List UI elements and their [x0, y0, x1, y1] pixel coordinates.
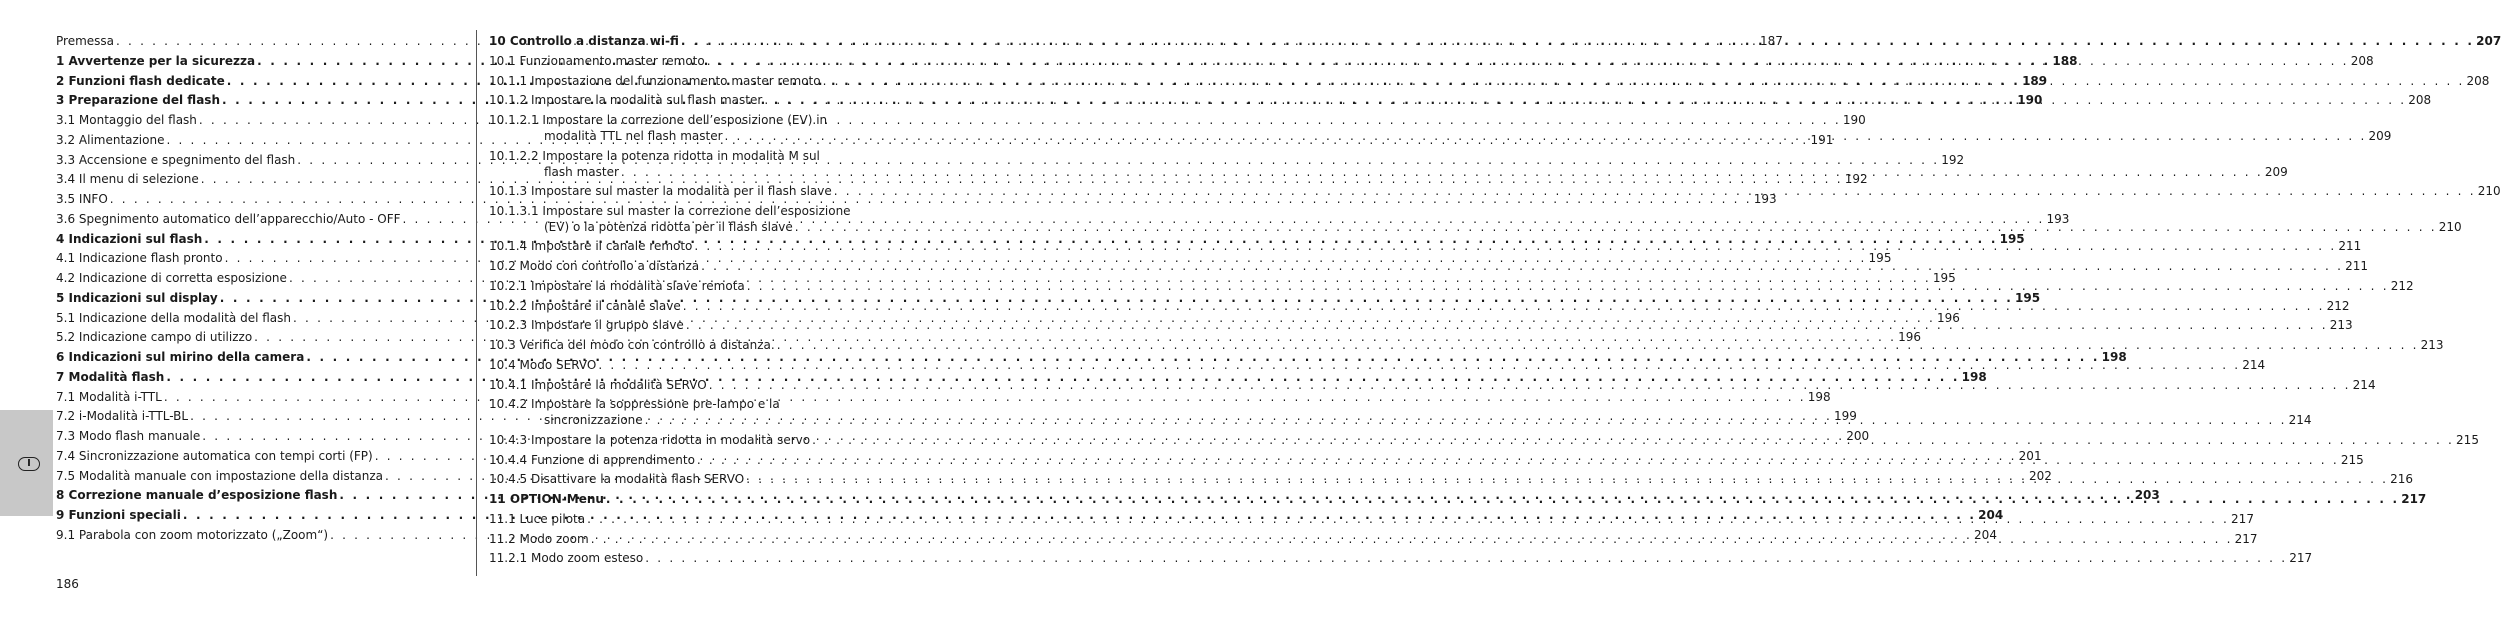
toc-entry-title: 10.1.1 Impostazione del funzionamento master remoto [489, 73, 821, 88]
toc-entry-page: 212 [2326, 298, 2350, 313]
toc-entry-title: 10.1.3 Impostare sul master la modalità per il flash slave [489, 184, 832, 198]
toc-entry-page: 196 [1936, 310, 1960, 325]
toc-entry-page: 204 [1974, 527, 1997, 542]
toc-entry [489, 550, 2313, 570]
toc-entry-title-continued: modalità TTL nel flash master [544, 129, 723, 143]
language-side-tab [0, 410, 53, 516]
toc-entry-page: 208 [2466, 73, 2490, 88]
toc-entry-page: 215 [2456, 432, 2479, 447]
toc-entry-title: 5.2 Indicazione campo di utilizzo [56, 330, 253, 345]
dot-leader [645, 413, 2287, 427]
toc-entry-page: 203 [2134, 488, 2160, 503]
toc-entry-page: 200 [1846, 429, 1870, 443]
toc-entry-page: 211 [2338, 239, 2362, 254]
toc-entry-page: 198 [2101, 350, 2127, 364]
toc-entry-page: 217 [2231, 511, 2254, 526]
dot-leader [645, 550, 2287, 566]
toc-entry-page: 202 [2028, 468, 2052, 483]
dot-leader [199, 112, 1841, 128]
toc-entry-title: 10.1 Funzionamento master remoto [489, 53, 705, 68]
toc-entry-page: 210 [2438, 219, 2462, 234]
toc-entry-title: 10.4.3 Impostare la potenza ridotta in modalità servo [489, 432, 811, 447]
dot-leader [697, 452, 2339, 468]
toc-entry-title: 4.2 Indicazione di corretta esposizione [56, 271, 287, 285]
dot-leader [694, 238, 2336, 254]
toc-entry-page: 214 [2242, 357, 2266, 372]
toc-entry-page: 195 [1868, 251, 1892, 266]
dot-leader [795, 220, 2437, 234]
dot-leader [606, 491, 2399, 507]
toc-entry-title: 2 Funzioni flash dedicate [56, 73, 225, 88]
toc-entry-page: 216 [2390, 472, 2414, 487]
dot-leader [746, 471, 2388, 487]
toc-entry-title-continued: sincronizzazione [544, 413, 643, 428]
toc-entry-title: 7 Modalità flash [56, 369, 165, 384]
toc-entry-title: 4.1 Indicazione flash pronto [56, 251, 223, 266]
toc-entry-page: 191 [1810, 132, 1834, 147]
toc-entry-page: 217 [2234, 531, 2258, 546]
toc-entry-page: 196 [1898, 330, 1922, 345]
toc-entry-title: 8 Correzione manuale d’esposizione flash [56, 488, 338, 503]
toc-entry-page: 189 [2022, 73, 2048, 88]
toc-entry-title: 1 Avvertenze per la sicurezza [56, 53, 256, 68]
toc-entry-page: 192 [1941, 152, 1965, 167]
toc-entry-title: 10.4.2 Impostare la soppressione pre-lampo e la [489, 397, 780, 412]
toc-entry-page: 209 [2368, 129, 2392, 143]
toc-entry-title: 9.1 Parabola con zoom motorizzato („Zoom“) [56, 527, 329, 542]
toc-entry-title: 11.2.1 Modo zoom esteso [489, 551, 644, 566]
dot-leader [707, 53, 2349, 69]
toc-entry-page: 195 [1932, 271, 1956, 285]
toc-entry-title: 10.4.5 Disattivare la modalità flash SERVO [489, 472, 745, 487]
toc-entry-page: 198 [1961, 369, 1987, 384]
toc-entry-page: 213 [2420, 338, 2444, 352]
dot-leader [598, 357, 2240, 373]
toc-entry-title: 10.2.1 Impostare la modalità slave remota [489, 278, 745, 293]
toc-entry-title: 3.1 Montaggio del flash [56, 113, 197, 127]
toc-entry-title: 3.2 Alimentazione [56, 132, 165, 147]
toc-entry-title: 3.5 INFO [56, 192, 108, 206]
toc-entry-page: 215 [2340, 452, 2364, 467]
toc-entry-page: 193 [2046, 211, 2070, 226]
toc-entry-title: 9 Funzioni speciali [56, 508, 181, 522]
toc-entry-title: 5.1 Indicazione della modalità del flash [56, 310, 292, 325]
toc-entry-page: 217 [2401, 492, 2427, 506]
column-divider [476, 30, 477, 576]
toc-entry-title: 5 Indicazioni sul display [56, 290, 218, 305]
dot-leader [812, 432, 2454, 448]
dot-leader [777, 337, 2419, 353]
toc-entry-page: 208 [2350, 53, 2374, 68]
toc-entry-title: 6 Indicazioni sul mirino della camera [56, 350, 305, 364]
dot-leader [823, 73, 2465, 89]
toc-entry-title: 3.4 Il menu di selezione [56, 172, 199, 187]
toc-entry-title: 10.4 Modo SERVO [489, 357, 597, 372]
dot-leader [683, 298, 2325, 314]
toc-entry-title-continued: flash master [544, 164, 619, 179]
toc-entry-page: 217 [2289, 551, 2313, 566]
toc-entry-page: 209 [2264, 164, 2288, 179]
toc-entry-page: 214 [2352, 377, 2376, 392]
toc-entry-page: 193 [1753, 192, 1777, 206]
toc-entry-title: 7.3 Modo flash manuale [56, 429, 201, 443]
toc-entry-title: 11.1 Luce pilota [489, 511, 586, 526]
dot-leader [591, 531, 2233, 547]
toc-entry-page: 190 [2017, 93, 2043, 108]
toc-entry-title: 7.1 Modalità i-TTL [56, 389, 162, 404]
toc-entry-title: 10.1.3.1 Impostare sul master la correzione dell’esposizione [489, 203, 851, 218]
dot-leader [701, 258, 2343, 274]
toc-entry-page: 195 [2015, 290, 2041, 305]
toc-entry-title: 7.2 i-Modalità i-TTL-BL [56, 409, 189, 424]
toc-entry-page: 188 [2052, 53, 2078, 68]
toc-entry-title: 10.2.2 Impostare il canale slave [489, 298, 681, 313]
toc-entry-page: 198 [1807, 389, 1831, 404]
toc-entry-page: 207 [2476, 34, 2501, 48]
toc-entry-page: 211 [2345, 259, 2368, 273]
dot-leader [587, 511, 2229, 527]
dot-leader [764, 92, 2406, 108]
toc-entry-title: 3 Preparazione del flash [56, 93, 220, 108]
toc-entry-title: 7.4 Sincronizzazione automatica con tempi corti (FP) [56, 448, 373, 463]
toc-entry-title: 10.1.2.1 Impostare la correzione dell’esposizione (EV) in [489, 113, 828, 127]
toc-entry-title: 10.1.2 Impostare la modalità sul flash master [489, 93, 763, 108]
toc-entry-title: 10.1.4 Impostare il canale remoto [489, 239, 693, 254]
toc-entry-title: 4 Indicazioni sul flash [56, 231, 203, 246]
toc-entry-page: 192 [1844, 172, 1868, 187]
toc-entry-page: 204 [1978, 508, 2004, 522]
toc-entry-page: 212 [2390, 278, 2414, 293]
toc-entry-page: 213 [2329, 318, 2353, 333]
dot-leader [725, 129, 2367, 143]
toc-entry-title: 10.4.1 Impostare la modalità SERVO [489, 377, 707, 392]
page-number: 186 [56, 577, 79, 591]
toc-entry-title: 10 Controllo a distanza wi-fi [489, 34, 679, 48]
dot-leader [747, 278, 2389, 294]
dot-leader [681, 33, 2474, 49]
toc-entry-page: 199 [1834, 409, 1857, 424]
toc-entry-page: 214 [2288, 413, 2312, 428]
toc-entry-title: Premessa [56, 34, 115, 48]
toc-entry-title: 10.2.3 Impostare il gruppo slave [489, 318, 684, 333]
toc-entry-title: 11 OPTION-Menu [489, 492, 604, 506]
toc-entry-title: 10.2 Modo con controllo a distanza [489, 259, 700, 273]
toc-entry-title: 3.3 Accensione e spegnimento del flash [56, 152, 296, 167]
toc-entry-page: 208 [2408, 93, 2432, 108]
toc-entry-title: 10.1.2.2 Impostare la potenza ridotta in modalità M sul [489, 148, 820, 163]
toc-entry-title: 10.3 Verifica del modo con controllo a distanza. [489, 338, 775, 352]
toc-entry-title: 3.6 Spegnimento automatico dell’apparecchio/Auto - OFF [56, 211, 401, 226]
toc-entry-page: 187 [1759, 34, 1783, 48]
toc-entry-page: 210 [2477, 184, 2501, 198]
dot-leader [709, 377, 2351, 393]
toc-entry-page: 201 [2018, 448, 2042, 463]
toc-entry-title-continued: (EV) o la potenza ridotta per il flash slave [544, 219, 793, 234]
toc-entry-page: 190 [1842, 113, 1866, 127]
dot-leader [834, 183, 2476, 199]
dot-leader [621, 165, 2263, 179]
language-tab-label: I [18, 457, 40, 471]
toc-entry-title: 11.2 Modo zoom [489, 531, 589, 546]
toc-entry-page: 195 [1999, 231, 2025, 246]
toc-entry-title: 10.4.4 Funzione di apprendimento [489, 452, 695, 467]
toc-entry-title: 7.5 Modalità manuale con impostazione della distanza [56, 468, 384, 483]
dot-leader [686, 317, 2328, 333]
